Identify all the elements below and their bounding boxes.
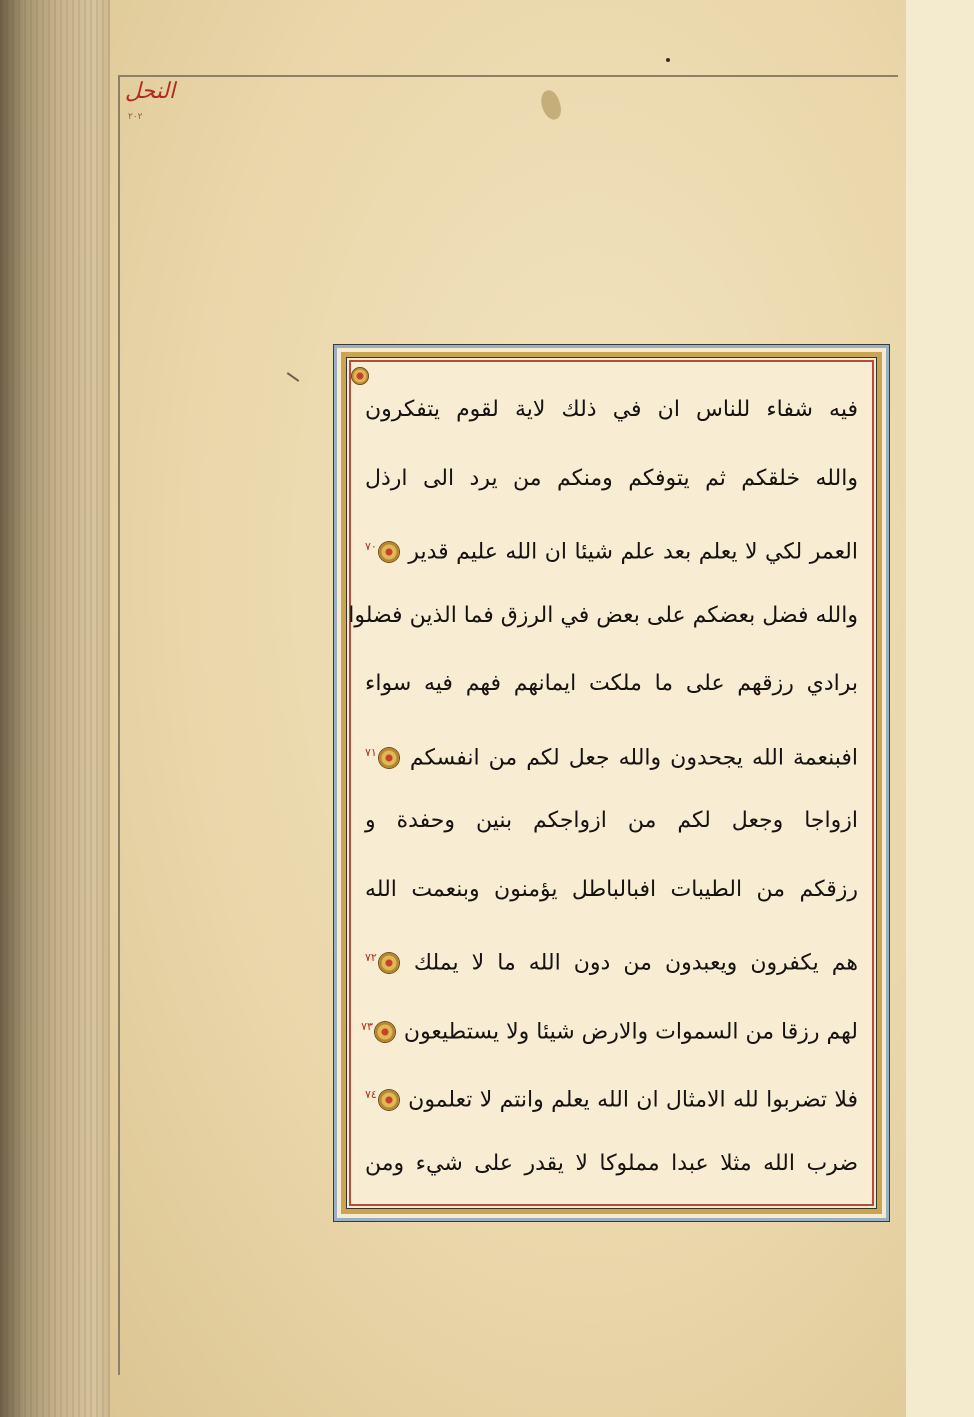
text-line — [365, 650, 858, 719]
margin-note: ٢٠٢ — [128, 112, 143, 122]
ayah-number: ٧٠ — [365, 540, 377, 553]
text-line — [365, 445, 858, 514]
text-line — [365, 513, 858, 582]
text-line — [365, 1130, 858, 1199]
text-line — [361, 993, 858, 1062]
ayah-number: ٧٤ — [365, 1088, 377, 1101]
line-text: رزقكم من الطيبات افبالباطل يؤمنون وبنعمت الله — [365, 876, 858, 902]
line-text: والله فضل بعضكم على بعض في الرزق فما الذين فضلوا — [348, 602, 858, 628]
text-line — [365, 376, 858, 445]
line-text: افبنعمة الله يجحدون والله جعل لكم من انفسكم — [409, 744, 858, 770]
verse-rosette-icon — [375, 1022, 395, 1042]
ayah-number: ٧٣ — [361, 1019, 373, 1033]
ayah-number: ٧٢ — [365, 951, 377, 964]
text-line — [365, 856, 858, 925]
verse-rosette-icon — [379, 953, 399, 973]
verse-rosette-icon — [379, 748, 399, 768]
text-line — [365, 719, 858, 788]
line-text: هم يكفرون ويعبدون من دون الله ما لا يملك — [413, 950, 858, 976]
line-text: فلا تضربوا لله الامثال ان الله يعلم وانتم لا تعلمون — [408, 1087, 858, 1113]
text-line — [365, 1061, 858, 1130]
line-text: العمر لكي لا يعلم بعد علم شيئا ان الله عليم قدير — [408, 539, 859, 565]
text-block — [349, 360, 874, 1206]
line-text: ازواجا وجعل لكم من ازواجكم بنين وحفدة و — [365, 808, 858, 833]
line-text: لهم رزقا من السموات والارض شيئا ولا يستطيعون — [403, 1018, 858, 1044]
line-text: برادي رزقهم على ما ملكت ايمانهم فهم فيه سواء — [365, 671, 858, 696]
line-text: والله خلقكم ثم يتوفكم ومنكم من يرد الى ارذل — [365, 465, 858, 491]
line-text: ضرب الله مثلا عبدا مملوكا لا يقدر على شيء ومن — [365, 1150, 858, 1176]
ayah-number: ٧١ — [365, 745, 377, 759]
verse-rosette-icon — [379, 1090, 399, 1110]
text-line — [365, 924, 858, 993]
ink-dot — [666, 58, 670, 62]
corner-rosette-icon — [352, 368, 368, 384]
page-edges — [0, 0, 111, 1417]
line-text: فيه شفاء للناس ان في ذلك لاية لقوم يتفكرون — [365, 397, 858, 422]
scan-margin — [906, 0, 974, 1417]
illuminated-text-panel — [334, 345, 889, 1221]
text-line — [348, 582, 858, 651]
text-line — [365, 787, 858, 856]
verse-rosette-icon — [379, 542, 399, 562]
surah-title: النحل — [124, 79, 176, 104]
